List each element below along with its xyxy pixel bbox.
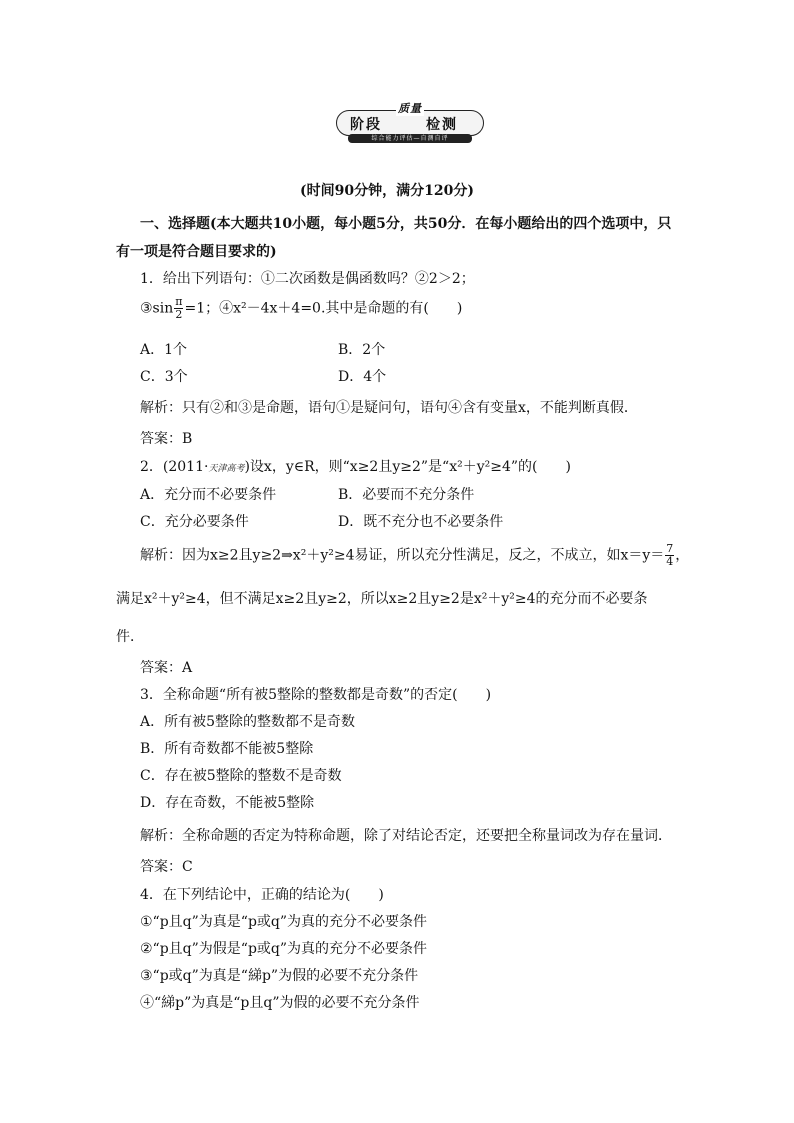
banner-top-text: 质量 <box>398 102 422 115</box>
q4-item-4: ④“綈p”为真是“p且q”为假的必要不充分条件 <box>140 995 420 1011</box>
banner-left-text: 阶段 <box>350 117 382 133</box>
q2-option-d: D．既不充分也不必要条件 <box>338 514 504 530</box>
q3-option-c: C．存在被5整除的整数不是奇数 <box>140 768 342 784</box>
q1-option-d: D．4个 <box>338 369 387 385</box>
q2-stem-pre: 2．(2011· <box>140 459 209 475</box>
section-heading-line2: 有一项是符合题目要求的) <box>116 244 277 260</box>
q2-source: 天津高考 <box>208 464 245 474</box>
q2-analysis-line1 <box>140 543 689 568</box>
q4-item-3: ③“p或q”为真是“綈p”为假的必要不充分条件 <box>140 968 419 984</box>
section-heading-line1: 一、选择题(本大题共10小题，每小题5分，共50分．在每小题给出的四个选项中，只 <box>140 216 672 232</box>
q2-stem-post: )设x，y∈R，则“x≥2且y≥2”是“x²＋y²≥4”的( ) <box>244 459 571 475</box>
q2-fraction <box>665 543 674 568</box>
exam-time-info: (时间90分钟，满分120分) <box>300 183 474 199</box>
q1-frac-den: 2 <box>175 308 183 321</box>
banner-right-text: 检测 <box>426 117 458 133</box>
q4-item-2: ②“p且q”为假是“p或q”为真的充分不必要条件 <box>140 941 428 957</box>
q3-answer: 答案：C <box>140 859 193 875</box>
q3-stem: 3．全称命题“所有被5整除的整数都是奇数”的否定( ) <box>140 687 492 703</box>
q1-fraction <box>174 296 183 321</box>
q1-answer: 答案：B <box>140 431 193 447</box>
q4-stem: 4．在下列结论中，正确的结论为( ) <box>140 887 384 903</box>
q2-stem <box>140 456 571 476</box>
q1-analysis: 解析：只有②和③是命题，语句①是疑问句，语句④含有变量x，不能判断真假． <box>140 400 638 416</box>
q1-stem-post: =1；④x²－4x＋4=0.其中是命题的有( ) <box>184 300 463 317</box>
q1-option-c: C．3个 <box>140 369 188 385</box>
q2-analysis-end: ， <box>675 547 690 564</box>
q1-stem-line2 <box>140 296 462 321</box>
q2-analysis-line2: 满足x²＋y²≥4，但不满足x≥2且y≥2，所以x≥2且y≥2是x²＋y²≥4的充分而不必要条 <box>116 591 648 607</box>
banner-subtitle: 综合能力评估—自测自评 <box>348 134 472 143</box>
q1-stem-pre: ③sin <box>140 300 174 317</box>
q2-analysis-text: 解析：因为x≥2且y≥2⇒x²＋y²≥4易证，所以充分性满足，反之，不成立，如x＝y＝ <box>140 547 665 564</box>
q3-option-d: D．存在奇数，不能被5整除 <box>140 795 315 811</box>
q2-frac-den: 4 <box>666 555 674 568</box>
q3-analysis: 解析：全称命题的否定为特称命题，除了对结论否定，还要把全称量词改为存在量词． <box>140 828 672 844</box>
q2-frac-num: 7 <box>666 542 674 555</box>
q1-option-b: B．2个 <box>338 342 386 358</box>
q2-answer: 答案：A <box>140 660 193 676</box>
q1-option-a: A．1个 <box>140 342 188 358</box>
section-banner <box>336 104 484 142</box>
q2-analysis-line3: 件． <box>116 629 144 645</box>
q2-option-a: A．充分而不必要条件 <box>140 487 277 503</box>
q3-option-a: A．所有被5整除的整数都不是奇数 <box>140 714 356 730</box>
q2-option-c: C．充分必要条件 <box>140 514 249 530</box>
q2-option-b: B．必要而不充分条件 <box>338 487 475 503</box>
q3-option-b: B．所有奇数都不能被5整除 <box>140 741 314 757</box>
q1-frac-num: π <box>175 295 183 308</box>
q1-stem: 1．给出下列语句：①二次函数是偶函数吗？②2＞2； <box>140 271 475 287</box>
q4-item-1: ①“p且q”为真是“p或q”为真的充分不必要条件 <box>140 914 428 930</box>
